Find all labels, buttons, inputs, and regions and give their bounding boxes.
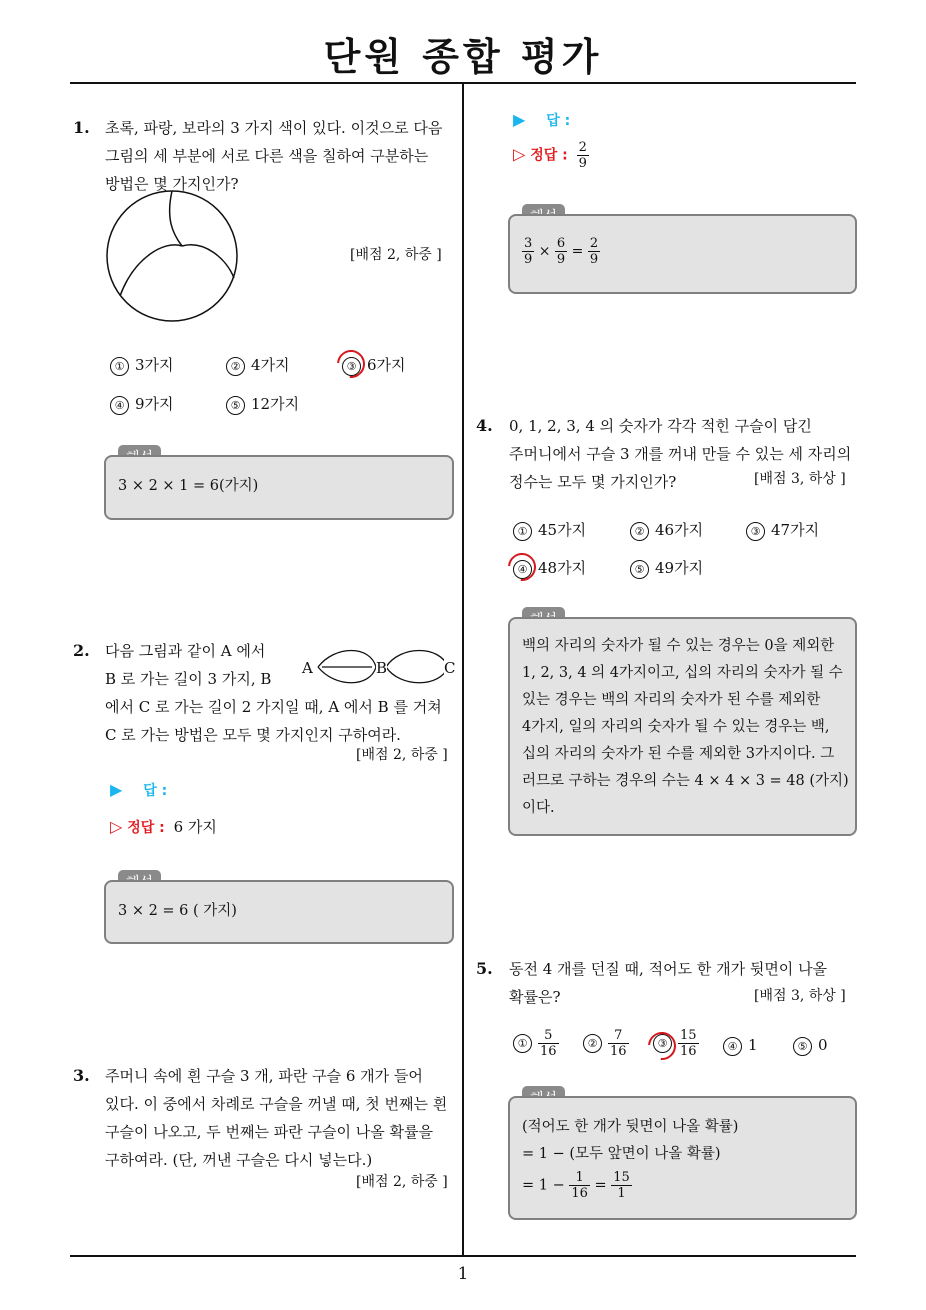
fraction: $\frac{6}{9}$: [556, 236, 566, 267]
correct-label: 정답 :: [127, 820, 165, 836]
choice-1[interactable]: [513, 519, 586, 541]
choice-label: 12가지: [251, 395, 300, 413]
choice-2[interactable]: [226, 354, 290, 376]
explanation-line: 4가지, 일의 자리의 숫자가 될 수 있는 경우는 백,: [522, 719, 830, 735]
choice-label: 46가지: [655, 521, 704, 539]
question-line: 동전 4 개를 던질 때, 적어도 한 개가 뒷면이 나올: [509, 960, 828, 978]
question-line: 주머니에서 구슬 3 개를 꺼내 만들 수 있는 세 자리의: [509, 445, 852, 463]
choice-number: ③: [342, 357, 361, 376]
choice-5[interactable]: [226, 393, 299, 415]
choice-number: ②: [226, 357, 245, 376]
explanation-line: = 1 − $\frac{1}{16}$ = $\frac{15}{1}$: [522, 1170, 630, 1201]
choice-number: ③: [653, 1034, 672, 1053]
score-label: [배점 2, 하중 ]: [350, 247, 442, 263]
correct-fraction: $\frac{2}{9}$: [578, 140, 587, 171]
question-text: [105, 114, 455, 198]
question-number: 2.: [73, 641, 90, 660]
page-number: 1: [457, 1264, 469, 1284]
diagram-label-b: B: [376, 659, 388, 677]
answer-label: 답 :: [143, 783, 168, 799]
choice-number: ①: [110, 357, 129, 376]
choice-number: ⑤: [630, 560, 649, 579]
question-line: 구슬이 나오고, 두 번째는 파란 구슬이 나올 확률을: [105, 1123, 433, 1141]
question-text: [105, 1062, 460, 1174]
choice-number: ③: [746, 522, 765, 541]
explanation-line: 이다.: [522, 800, 555, 816]
question-line: 다음 그림과 같이 A 에서: [105, 642, 266, 660]
choice-1[interactable]: [110, 354, 174, 376]
question-line: 확률은?: [509, 988, 561, 1006]
diagram-label-c: C: [444, 659, 456, 677]
fraction: $\frac{15}{1}$: [613, 1170, 630, 1201]
answer-label: 답 :: [546, 113, 571, 129]
choice-fraction: $\frac{15}{16}$: [680, 1028, 697, 1059]
triangle-arrow-icon: ▷: [110, 817, 123, 836]
explanation-line: 백의 자리의 숫자가 될 수 있는 경우는 0을 제외한: [522, 638, 835, 654]
choice-2[interactable]: [630, 519, 703, 541]
choice-2[interactable]: [583, 1028, 629, 1059]
question-line: 에서 C 로 가는 길이 2 가지일 때, A 에서 B 를 거쳐: [105, 698, 442, 716]
question-number: 4.: [476, 416, 493, 435]
question-line: 정수는 모두 몇 가지인가?: [509, 473, 677, 491]
question-number: 3.: [73, 1066, 90, 1085]
question-line: 방법은 몇 가지인가?: [105, 175, 239, 193]
explanation-text: 3 × 2 = 6 ( 가지): [118, 903, 237, 919]
question-line: 초록, 파랑, 보라의 3 가지 색이 있다. 이것으로 다음: [105, 119, 443, 137]
question-line: 0, 1, 2, 3, 4 의 숫자가 각각 적힌 구슬이 담긴: [509, 417, 812, 435]
explanation-line: 러므로 구하는 경우의 수는 4 × 4 × 3 = 48 (가지): [522, 773, 849, 789]
selected-answer-mark: [331, 344, 370, 383]
choice-number: ①: [513, 522, 532, 541]
choice-label: 9가지: [135, 395, 174, 413]
play-arrow-icon: ▶: [513, 110, 526, 129]
choice-number: ⑤: [226, 396, 245, 415]
choice-label: 47가지: [771, 521, 820, 539]
question-number: 5.: [476, 959, 493, 978]
correct-answer-row: [110, 816, 217, 837]
question-number: 1.: [73, 118, 90, 137]
fraction: $\frac{3}{9}$: [524, 236, 533, 267]
question-line: C 로 가는 방법은 모두 몇 가지인지 구하여라.: [105, 726, 401, 744]
score-label: [배점 2, 하중 ]: [356, 1174, 448, 1190]
choice-1[interactable]: [513, 1028, 559, 1059]
question-line: B 로 가는 길이 3 가지, B: [105, 670, 272, 688]
correct-answer-row: [513, 140, 589, 171]
footer-divider: [70, 1255, 856, 1257]
question-line: 구하여라. (단, 꺼낸 구슬은 다시 넣는다.): [105, 1151, 373, 1169]
choice-label: 0: [818, 1036, 828, 1054]
fraction: $\frac{1}{16}$: [571, 1170, 588, 1201]
choice-number: ②: [630, 522, 649, 541]
choice-number: ④: [513, 560, 532, 579]
choice-4[interactable]: [110, 393, 174, 415]
explanation-line: = 1 − (모두 앞면이 나올 확률): [522, 1146, 721, 1162]
choice-number: ④: [110, 396, 129, 415]
choice-label: 1: [748, 1036, 758, 1054]
explanation-text: [522, 1114, 852, 1201]
explanation-text: [522, 236, 600, 267]
answer-row: [513, 110, 570, 130]
explanation-line: (적어도 한 개가 뒷면이 나올 확률): [522, 1119, 739, 1135]
choice-label: 45가지: [538, 521, 587, 539]
operator: ×: [538, 243, 551, 260]
correct-value: 6 가지: [173, 818, 217, 836]
circle-figure: [104, 188, 240, 324]
score-label: [배점 2, 하중 ]: [356, 747, 448, 763]
choice-label: 48가지: [538, 559, 587, 577]
explanation-line: 1, 2, 3, 4 의 4가지이고, 십의 자리의 숫자가 될 수: [522, 665, 843, 681]
choice-label: 49가지: [655, 559, 704, 577]
column-divider: [462, 83, 464, 1257]
triangle-arrow-icon: ▷: [513, 144, 526, 164]
correct-label: 정답 :: [530, 147, 568, 164]
score-label: [배점 3, 하상 ]: [754, 471, 846, 487]
choice-number: ②: [583, 1034, 602, 1053]
fraction: $\frac{2}{9}$: [589, 236, 599, 267]
question-line: 주머니 속에 흰 구슬 3 개, 파란 구슬 6 개가 들어: [105, 1067, 423, 1085]
question-line: 그림의 세 부분에 서로 다른 색을 칠하여 구분하는: [105, 147, 429, 165]
diagram-label-a: A: [302, 659, 313, 677]
answer-row: [110, 780, 167, 800]
choice-5[interactable]: [630, 557, 703, 579]
choice-number: ①: [513, 1034, 532, 1053]
choice-3[interactable]: [746, 519, 819, 541]
choice-fraction: $\frac{5}{16}$: [540, 1028, 557, 1059]
operator: =: [571, 243, 584, 260]
explanation-text: 3 × 2 × 1 = 6(가지): [118, 478, 259, 494]
page-title: 단원 종합 평가: [323, 35, 603, 79]
choice-5[interactable]: [793, 1036, 828, 1056]
choice-number: ⑤: [793, 1037, 812, 1056]
explanation-line: 있는 경우는 백의 자리의 숫자가 된 수를 제외한: [522, 692, 821, 708]
explanation-line: 십의 자리의 숫자가 된 수를 제외한 3가지이다. 그: [522, 746, 835, 762]
choice-label: 3가지: [135, 356, 174, 374]
selected-answer-mark: [502, 547, 541, 586]
choice-fraction: $\frac{7}{16}$: [610, 1028, 627, 1059]
choice-label: 6가지: [367, 356, 406, 374]
choice-4[interactable]: [723, 1036, 758, 1056]
question-line: 있다. 이 중에서 차례로 구슬을 꺼낼 때, 첫 번째는 흰: [105, 1095, 448, 1113]
play-arrow-icon: ▶: [110, 780, 123, 799]
explanation-text: [522, 633, 852, 822]
choice-label: 4가지: [251, 356, 290, 374]
choice-number: ④: [723, 1037, 742, 1056]
score-label: [배점 3, 하상 ]: [754, 988, 846, 1004]
